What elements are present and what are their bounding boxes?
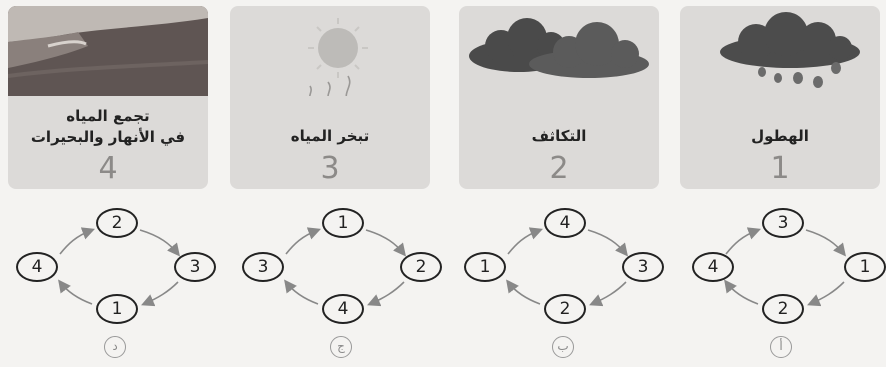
cycle-node-bottom: 2 xyxy=(762,294,804,324)
cycle-diagram-option-a xyxy=(676,206,886,326)
card-title: تبخر المياه xyxy=(290,127,370,145)
cycle-node-bottom: 4 xyxy=(322,294,364,324)
option-a-radio[interactable]: أ xyxy=(770,336,792,358)
cycle-node-left: 4 xyxy=(692,252,734,282)
cycle-node-top: 4 xyxy=(544,208,586,238)
cycle-node-right: 3 xyxy=(622,252,664,282)
cycle-diagram-option-b xyxy=(458,206,668,326)
stage-card-condensation xyxy=(459,6,659,189)
card-title: التكاثف xyxy=(531,127,587,145)
sun-evaporation-icon xyxy=(230,6,430,96)
cycle-node-left: 3 xyxy=(242,252,284,282)
cycle-node-right: 2 xyxy=(400,252,442,282)
cycle-node-bottom: 2 xyxy=(544,294,586,324)
cycle-node-left: 4 xyxy=(16,252,58,282)
stage-card-precipitation xyxy=(680,6,880,189)
cycle-node-right: 3 xyxy=(174,252,216,282)
card-title: الهطول xyxy=(751,127,809,145)
cycle-node-top: 3 xyxy=(762,208,804,238)
stage-card-evaporation xyxy=(230,6,430,189)
card-number: 1 xyxy=(770,151,790,186)
option-c-radio[interactable]: ج xyxy=(330,336,352,358)
card-number: 3 xyxy=(320,151,340,186)
lake-shore-image xyxy=(8,6,208,96)
cloud-icon xyxy=(459,6,659,96)
cycle-diagram-option-c xyxy=(236,206,446,326)
cycle-node-left: 1 xyxy=(464,252,506,282)
rain-cloud-icon xyxy=(680,6,880,96)
card-number: 4 xyxy=(98,151,118,186)
option-b-radio[interactable]: ب xyxy=(552,336,574,358)
card-number: 2 xyxy=(549,151,569,186)
option-d-radio[interactable]: د xyxy=(104,336,126,358)
cycle-node-top: 1 xyxy=(322,208,364,238)
cycle-node-bottom: 1 xyxy=(96,294,138,324)
cycle-diagram-option-d xyxy=(10,206,220,326)
cycle-node-top: 2 xyxy=(96,208,138,238)
card-title: تجمع المياه xyxy=(66,107,150,125)
cycle-node-right: 1 xyxy=(844,252,886,282)
card-subtitle: في الأنهار والبحيرات xyxy=(30,128,186,146)
stage-card-collection xyxy=(8,6,208,189)
